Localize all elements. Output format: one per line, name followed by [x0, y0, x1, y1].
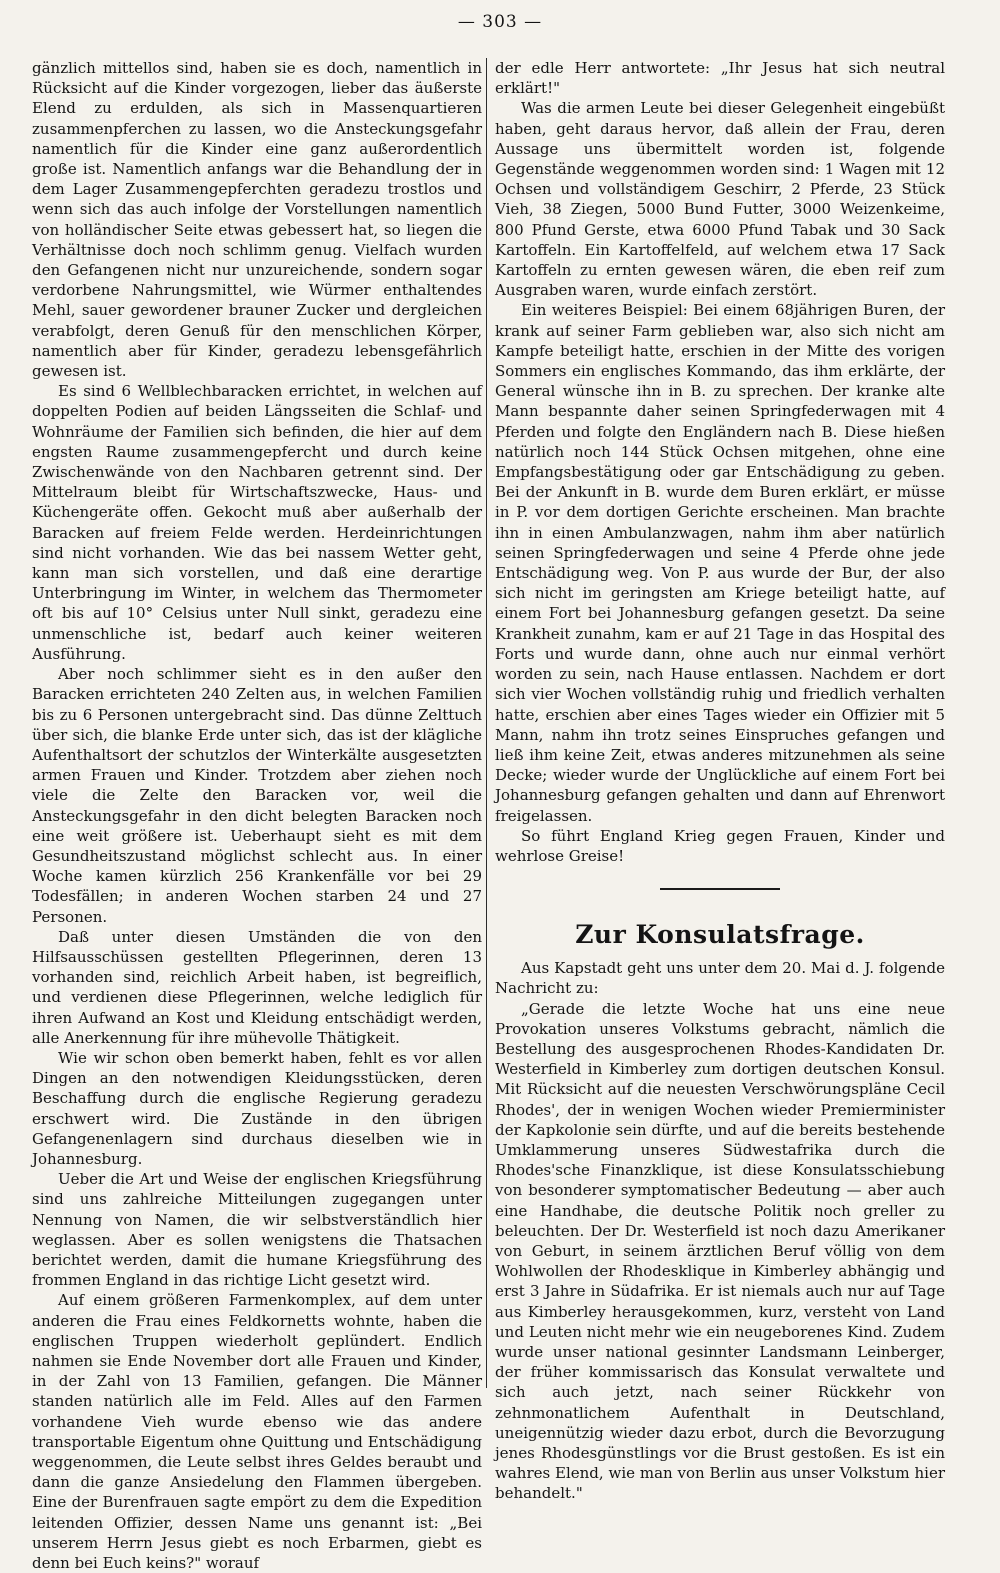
- section-heading: Zur Konsulatsfrage.: [575, 920, 865, 950]
- paragraph: Daß unter diesen Umständen die von den Hilfsausschüssen gestellten Pflegerinnen, deren 13 vorhanden sind, reichlich Arbeit haben, ist begreiflich, und verdienen diese Pflegerinnen, welche lediglich für ihren Aufwand an Kost und Kleidung entschädigt werden, alle Anerkennung für ihre mühevolle Thätigkeit.: [32, 927, 482, 1047]
- page-number: — 303 —: [457, 12, 543, 32]
- paragraph: Ueber die Art und Weise der englischen Kriegsführung sind uns zahlreiche Mitteilungen zugegangen unter Nennung von Namen, die wir selbstverständlich hier weglassen. Aber es sollen wenigstens die Thatsachen berichtet werden, damit die humane Kriegsführung des frommen England in das richtige Licht gesetzt wird.: [32, 1170, 482, 1290]
- section-separator: [660, 888, 780, 890]
- paragraph: So führt England Krieg gegen Frauen, Kinder und wehrlose Greise!: [495, 826, 945, 865]
- paragraph: der edle Herr antwortete: „Ihr Jesus hat sich neutral erklärt!": [495, 59, 945, 98]
- paragraph: Was die armen Leute bei dieser Gelegenheit eingebüßt haben, geht daraus hervor, daß allein der Frau, deren Aussage uns übermittelt worden ist, folgende Gegenstände weggenommen worden sind: 1 Wagen mit 12 Ochsen und vollständigem Geschirr, 2 Pferde, 23 Stück Vieh, 38 Ziegen, 5000 Bund Futter, 3000 Weizenkeime, 800 Pfund Gerste, etwa 6000 Pfund Tabak und 30 Sack Kartoffeln. Ein Kartoffelfeld, auf welchem etwa 17 Sack Kartoffeln zu ernten gewesen wären, die eben reif zum Ausgraben waren, wurde einfach zerstört.: [495, 99, 945, 300]
- right-column: [495, 58, 945, 1504]
- paragraph: „Gerade die letzte Woche hat uns eine neue Provokation unseres Volkstums gebracht, nämlich die Bestellung des ausgesprochenen Rhodes-Kandidaten Dr. Westerfield in Kimberley zum dortigen deutschen Konsul. Mit Rücksicht auf die neuesten Verschwörungspläne Cecil Rhodes', der in wenigen Wochen wieder Premierminister der Kapkolonie sein dürfte, und auf die bereits bestehende Umklammerung unseres Südwestafrika durch die Rhodes'sche Finanzklique, ist diese Konsulatsschiebung von besonderer symptomatischer Bedeutung — aber auch eine Handhabe, die deutsche Politik noch greller zu beleuchten. Der Dr. Westerfield ist noch dazu Amerikaner von Geburt, in seinem ärztlichen Beruf völlig von dem Wohlwollen der Rhodesklique in Kimberley abhängig und erst 3 Jahre in Südafrika. Er ist niemals auch nur auf Tage aus Kimberley herausgekommen, kurz, versteht von Land und Leuten nicht mehr wie ein neugeborenes Kind. Zudem wurde unser national gesinnter Landsmann Leinberger, der früher kommissarisch das Konsulat verwaltete und sich auch jetzt, nach seiner Rückkehr von zehnmonatlichem Aufenthalt in Deutschland, uneigennützig wieder dazu erbot, durch die Bevorzugung jenes Rhodesgünstlings vor die Brust gestoßen. Es ist ein wahres Elend, wie man von Berlin aus unser Volkstum hier behandelt.": [495, 999, 945, 1503]
- paragraph: gänzlich mittellos sind, haben sie es doch, namentlich in Rücksicht auf die Kinder vorgezogen, lieber das äußerste Elend zu erdulden, als sich in Massenquartieren zusammenpferchen zu lassen, wo die Ansteckungsgefahr namentlich für die Kinder eine ganz außerordentlich große ist. Namentlich anfangs war die Behandlung der in dem Lager Zusammengepferchten geradezu trostlos und wenn sich das auch infolge der Vorstellungen namentlich von holländischer Seite etwas gebessert hat, so liegen die Verhältnisse doch noch schlimm genug. Vielfach wurden den Gefangenen nicht nur unzureichende, sondern sogar verdorbene Nahrungsmittel, wie Würmer enthaltendes Mehl, sauer gewordener brauner Zucker und dergleichen verabfolgt, deren Genuß für den menschlichen Körper, namentlich aber für Kinder, geradezu lebensgefährlich gewesen ist.: [32, 59, 482, 381]
- paragraph: Aus Kapstadt geht uns unter dem 20. Mai d. J. folgende Nachricht zu:: [495, 959, 945, 998]
- column-divider: [486, 58, 487, 1388]
- paragraph: Ein weiteres Beispiel: Bei einem 68jährigen Buren, der krank auf seiner Farm geblieben war, also sich nicht am Kampfe beteiligt hatte, erschien in der Mitte des vorigen Sommers ein englisches Kommando, das ihm erklärte, der General wünsche ihn in B. zu sprechen. Der kranke alte Mann bespannte daher seinen Springfederwagen mit 4 Pferden und folgte den Engländern nach B. Diese hießen natürlich noch 144 Stück Ochsen mitgehen, ohne eine Empfangsbestätigung oder gar Entschädigung zu geben. Bei der Ankunft in B. wurde dem Buren erklärt, er müsse in P. vor dem dortigen Gerichte erscheinen. Man brachte ihn in einen Ambulanzwagen, nahm ihm aber natürlich seinen Springfederwagen und seine 4 Pferde ohne jede Entschädigung weg. Von P. aus wurde der Bur, der also sich nicht im geringsten am Kriege beteiligt hatte, auf einem Fort bei Johannesburg gefangen gesetzt. Da seine Krankheit zunahm, kam er auf 21 Tage in das Hospital des Forts und wurde dann, ohne auch nur einmal verhört worden zu sein, nach Hause entlassen. Nachdem er dort sich vier Wochen vollständig ruhig und friedlich verhalten hatte, erschien aber eines Tages wieder ein Offizier mit 5 Mann, nahm ihn trotz seines Einspruches gefangen und ließ ihm keine Zeit, etwas anderes mitzunehmen als seine Decke; wieder wurde der Unglückliche auf einem Fort bei Johannesburg gefangen gehalten und dann auf Ehrenwort freigelassen.: [495, 301, 945, 825]
- paragraph: Es sind 6 Wellblechbaracken errichtet, in welchen auf doppelten Podien auf beiden Längsseiten die Schlaf- und Wohnräume der Familien sich befinden, die hier auf dem engsten Raume zusammengepfercht und durch keine Zwischenwände von den Nachbaren getrennt sind. Der Mittelraum bleibt für Wirtschaftszwecke, Haus- und Küchengeräte offen. Gekocht muß aber außerhalb der Baracken auf freiem Felde werden. Herdeinrichtungen sind nicht vorhanden. Wie das bei nassem Wetter geht, kann man sich vorstellen, und daß eine derartige Unterbringung im Winter, in welchem das Thermometer oft bis auf 10° Celsius unter Null sinkt, geradezu eine unmenschliche ist, bedarf auch keiner weiteren Ausführung.: [32, 382, 482, 663]
- paragraph: Auf einem größeren Farmenkomplex, auf dem unter anderen die Frau eines Feldkornetts wohnte, haben die englischen Truppen wiederholt geplündert. Endlich nahmen sie Ende November dort alle Frauen und Kinder, in der Zahl von 13 Familien, gefangen. Die Männer standen natürlich alle im Feld. Alles auf den Farmen vorhandene Vieh wurde ebenso wie das andere transportable Eigentum ohne Quittung und Entschädigung weggenommen, die Leute selbst ihres Geldes beraubt und dann die ganze Ansiedelung den Flammen übergeben. Eine der Burenfrauen sagte empört zu dem die Expedition leitenden Offizier, dessen Name uns genannt ist: „Bei unserem Herrn Jesus giebt es noch Erbarmen, giebt es denn bei Euch keins?" worauf: [32, 1291, 482, 1573]
- left-column: [32, 58, 482, 1573]
- paragraph: Wie wir schon oben bemerkt haben, fehlt es vor allen Dingen an den notwendigen Kleidungsstücken, deren Beschaffung durch die englische Regierung geradezu erschwert wird. Die Zustände in den übrigen Gefangenenlagern sind durchaus dieselben wie in Johannesburg.: [32, 1048, 482, 1168]
- paragraph: Aber noch schlimmer sieht es in den außer den Baracken errichteten 240 Zelten aus, in welchen Familien bis zu 6 Personen untergebracht sind. Das dünne Zelttuch über sich, die blanke Erde unter sich, das ist der klägliche Aufenthaltsort der schutzlos der Winterkälte ausgesetzten armen Frauen und Kinder. Trotzdem aber ziehen noch viele die Zelte den Baracken vor, weil die Ansteckungsgefahr in den dicht belegten Baracken noch eine weit größere ist. Ueberhaupt sieht es mit dem Gesundheitszustand möglichst schlecht aus. In einer Woche kamen kürzlich 256 Krankenfälle vor bei 29 Todesfällen; in anderen Wochen starben 24 und 27 Personen.: [32, 665, 482, 926]
